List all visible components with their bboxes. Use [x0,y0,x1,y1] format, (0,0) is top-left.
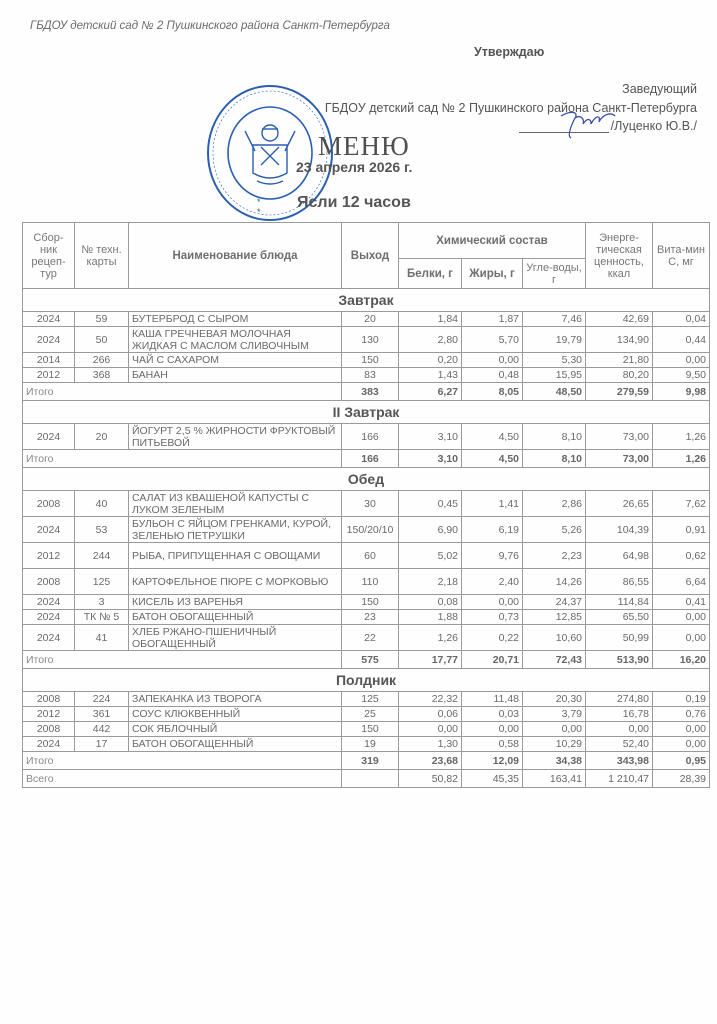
energy-cell: 16,78 [586,707,653,722]
total-proteins: 23,68 [399,752,462,770]
yield-cell: 150/20/10 [342,517,399,543]
dish-name-cell: КАРТОФЕЛЬНОЕ ПЮРЕ С МОРКОВЬЮ [129,569,342,595]
svg-text:*: * [257,197,261,207]
fats-cell: 0,03 [462,707,523,722]
table-row [23,610,710,625]
head-signature-line [519,119,697,133]
total-row [23,651,710,669]
table-row [23,595,710,610]
carbs-cell: 15,95 [523,368,586,383]
dish-name-cell: СОУС КЛЮКВЕННЫЙ [129,707,342,722]
dish-name-cell: КАША ГРЕЧНЕВАЯ МОЛОЧНАЯ ЖИДКАЯ С МАСЛОМ СЛИВОЧНЫМ [129,327,342,353]
collection-cell: 2024 [23,327,75,353]
collection-cell: 2024 [23,625,75,651]
header-chem-group: Химический состав [399,223,586,259]
total-fats: 4,50 [462,450,523,468]
total-energy: 279,59 [586,383,653,401]
energy-cell: 114,84 [586,595,653,610]
collection-cell: 2008 [23,722,75,737]
header-proteins: Белки, г [399,259,462,289]
grand-total-energy: 1 210,47 [586,770,653,788]
yield-cell: 130 [342,327,399,353]
menu-table [22,222,710,788]
total-row [23,450,710,468]
carbs-cell: 2,86 [523,491,586,517]
proteins-cell: 0,08 [399,595,462,610]
total-proteins: 17,77 [399,651,462,669]
proteins-cell: 1,43 [399,368,462,383]
carbs-cell: 19,79 [523,327,586,353]
collection-cell: 2008 [23,692,75,707]
dish-name-cell: РЫБА, ПРИПУЩЕННАЯ С ОВОЩАМИ [129,543,342,569]
total-vitc: 9,98 [653,383,710,401]
header-vitamin-c: Вита-мин С, мг [653,223,710,289]
carbs-cell: 24,37 [523,595,586,610]
vitc-cell: 6,64 [653,569,710,595]
table-row [23,353,710,368]
vitc-cell: 0,76 [653,707,710,722]
head-organization: ГБДОУ детский сад № 2 Пушкинского района Санкт-Петербурга [324,101,697,115]
yield-cell: 23 [342,610,399,625]
card-cell: 442 [75,722,129,737]
total-carbs: 8,10 [523,450,586,468]
table-row [23,737,710,752]
proteins-cell: 1,84 [399,312,462,327]
total-carbs: 72,43 [523,651,586,669]
carbs-cell: 10,60 [523,625,586,651]
table-row [23,707,710,722]
approve-label: Утверждаю [474,45,545,59]
proteins-cell: 22,32 [399,692,462,707]
collection-cell: 2012 [23,543,75,569]
collection-cell: 2008 [23,491,75,517]
proteins-cell: 3,10 [399,424,462,450]
table-row [23,424,710,450]
table-row [23,722,710,737]
total-energy: 343,98 [586,752,653,770]
energy-cell: 104,39 [586,517,653,543]
card-cell: 224 [75,692,129,707]
yield-cell: 30 [342,491,399,517]
card-cell: 53 [75,517,129,543]
total-label: Итого [23,651,342,669]
energy-cell: 134,90 [586,327,653,353]
collection-cell: 2012 [23,707,75,722]
proteins-cell: 0,00 [399,722,462,737]
fats-cell: 0,00 [462,353,523,368]
energy-cell: 65,50 [586,610,653,625]
proteins-cell: 6,90 [399,517,462,543]
total-yield: 319 [342,752,399,770]
proteins-cell: 5,02 [399,543,462,569]
carbs-cell: 10,29 [523,737,586,752]
yield-cell: 22 [342,625,399,651]
card-cell: 244 [75,543,129,569]
collection-cell: 2008 [23,569,75,595]
collection-cell: 2024 [23,424,75,450]
dish-name-cell: БАТОН ОБОГАЩЕННЫЙ [129,610,342,625]
collection-cell: 2024 [23,737,75,752]
fats-cell: 0,58 [462,737,523,752]
dish-name-cell: БУТЕРБРОД С СЫРОМ [129,312,342,327]
fats-cell: 0,22 [462,625,523,651]
total-fats: 20,71 [462,651,523,669]
total-carbs: 34,38 [523,752,586,770]
header-collection: Сбор-ник рецеп-тур [23,223,75,289]
energy-cell: 0,00 [586,722,653,737]
yield-cell: 19 [342,737,399,752]
card-cell: 3 [75,595,129,610]
carbs-cell: 0,00 [523,722,586,737]
collection-cell: 2024 [23,595,75,610]
total-energy: 513,90 [586,651,653,669]
section-title: II Завтрак [23,401,710,424]
grand-total-row [23,770,710,788]
dish-name-cell: ЧАЙ С САХАРОМ [129,353,342,368]
proteins-cell: 1,26 [399,625,462,651]
vitc-cell: 0,00 [653,737,710,752]
fats-cell: 6,19 [462,517,523,543]
dish-name-cell: КИСЕЛЬ ИЗ ВАРЕНЬЯ [129,595,342,610]
header-yield: Выход [342,223,399,289]
card-cell: 59 [75,312,129,327]
vitc-cell: 0,00 [653,722,710,737]
card-cell: 125 [75,569,129,595]
table-row [23,517,710,543]
vitc-cell: 0,00 [653,625,710,651]
collection-cell: 2014 [23,353,75,368]
yield-cell: 166 [342,424,399,450]
header-tech-card: № техн. карты [75,223,129,289]
energy-cell: 64,98 [586,543,653,569]
table-row [23,625,710,651]
dish-name-cell: СОК ЯБЛОЧНЫЙ [129,722,342,737]
grand-total-proteins: 50,82 [399,770,462,788]
vitc-cell: 0,19 [653,692,710,707]
proteins-cell: 2,18 [399,569,462,595]
collection-cell: 2024 [23,610,75,625]
energy-cell: 274,80 [586,692,653,707]
total-yield: 575 [342,651,399,669]
total-proteins: 3,10 [399,450,462,468]
page-title: МЕНЮ [318,131,410,161]
signature-icon [557,106,617,140]
energy-cell: 26,65 [586,491,653,517]
header-energy: Энерге-тическая ценность, ккал [586,223,653,289]
carbs-cell: 5,30 [523,353,586,368]
total-yield: 383 [342,383,399,401]
table-row [23,368,710,383]
vitc-cell: 0,41 [653,595,710,610]
carbs-cell: 2,23 [523,543,586,569]
header-dish-name: Наименование блюда [129,223,342,289]
energy-cell: 73,00 [586,424,653,450]
organization-header: ГБДОУ детский сад № 2 Пушкинского района Санкт-Петербурга [30,20,390,32]
vitc-cell: 0,00 [653,610,710,625]
card-cell: 20 [75,424,129,450]
header-fats: Жиры, г [462,259,523,289]
energy-cell: 42,69 [586,312,653,327]
head-name: /Луценко Ю.В./ [610,119,697,133]
dish-name-cell: ЗАПЕКАНКА ИЗ ТВОРОГА [129,692,342,707]
energy-cell: 21,80 [586,353,653,368]
yield-cell: 150 [342,353,399,368]
table-row [23,543,710,569]
carbs-cell: 20,30 [523,692,586,707]
table-row [23,327,710,353]
section-title: Полдник [23,669,710,692]
dish-name-cell: БУЛЬОН С ЯЙЦОМ ГРЕНКАМИ, КУРОЙ, ЗЕЛЕНЬЮ ПЕТРУШКИ [129,517,342,543]
vitc-cell: 1,26 [653,424,710,450]
yield-cell: 20 [342,312,399,327]
yield-cell: 150 [342,595,399,610]
carbs-cell: 5,26 [523,517,586,543]
total-vitc: 0,95 [653,752,710,770]
fats-cell: 11,48 [462,692,523,707]
carbs-cell: 12,85 [523,610,586,625]
carbs-cell: 3,79 [523,707,586,722]
vitc-cell: 0,44 [653,327,710,353]
yield-cell: 125 [342,692,399,707]
fats-cell: 0,73 [462,610,523,625]
table-row [23,692,710,707]
menu-group: Ясли 12 часов [297,194,411,211]
total-label: Итого [23,752,342,770]
header-carbs: Угле-воды, г [523,259,586,289]
total-row [23,383,710,401]
yield-cell: 25 [342,707,399,722]
total-label: Итого [23,383,342,401]
dish-name-cell: БАТОН ОБОГАЩЕННЫЙ [129,737,342,752]
energy-cell: 80,20 [586,368,653,383]
table-row [23,491,710,517]
total-vitc: 1,26 [653,450,710,468]
total-proteins: 6,27 [399,383,462,401]
proteins-cell: 2,80 [399,327,462,353]
grand-total-yield [342,770,399,788]
card-cell: 266 [75,353,129,368]
total-carbs: 48,50 [523,383,586,401]
table-row [23,569,710,595]
fats-cell: 1,87 [462,312,523,327]
vitc-cell: 0,91 [653,517,710,543]
dish-name-cell: БАНАН [129,368,342,383]
table-row [23,312,710,327]
card-cell: 50 [75,327,129,353]
fats-cell: 0,00 [462,722,523,737]
collection-cell: 2024 [23,517,75,543]
card-cell: 17 [75,737,129,752]
card-cell: 40 [75,491,129,517]
carbs-cell: 8,10 [523,424,586,450]
yield-cell: 150 [342,722,399,737]
card-cell: 368 [75,368,129,383]
grand-total-vitc: 28,39 [653,770,710,788]
vitc-cell: 0,04 [653,312,710,327]
vitc-cell: 7,62 [653,491,710,517]
energy-cell: 86,55 [586,569,653,595]
fats-cell: 0,00 [462,595,523,610]
dish-name-cell: ЙОГУРТ 2,5 % ЖИРНОСТИ ФРУКТОВЫЙ ПИТЬЕВОЙ [129,424,342,450]
fats-cell: 4,50 [462,424,523,450]
dish-name-cell: САЛАТ ИЗ КВАШЕНОЙ КАПУСТЫ С ЛУКОМ ЗЕЛЕНЫМ [129,491,342,517]
proteins-cell: 0,45 [399,491,462,517]
vitc-cell: 0,00 [653,353,710,368]
card-cell: 41 [75,625,129,651]
carbs-cell: 14,26 [523,569,586,595]
carbs-cell: 7,46 [523,312,586,327]
fats-cell: 5,70 [462,327,523,353]
grand-total-label: Всего [23,770,342,788]
total-yield: 166 [342,450,399,468]
yield-cell: 60 [342,543,399,569]
energy-cell: 50,99 [586,625,653,651]
dish-name-cell: ХЛЕБ РЖАНО-ПШЕНИЧНЫЙ ОБОГАЩЕННЫЙ [129,625,342,651]
total-vitc: 16,20 [653,651,710,669]
svg-text:*: * [257,207,261,217]
proteins-cell: 1,30 [399,737,462,752]
fats-cell: 0,48 [462,368,523,383]
fats-cell: 9,76 [462,543,523,569]
card-cell: 361 [75,707,129,722]
total-fats: 12,09 [462,752,523,770]
vitc-cell: 0,62 [653,543,710,569]
energy-cell: 52,40 [586,737,653,752]
yield-cell: 110 [342,569,399,595]
grand-total-fats: 45,35 [462,770,523,788]
vitc-cell: 9,50 [653,368,710,383]
proteins-cell: 0,20 [399,353,462,368]
grand-total-carbs: 163,41 [523,770,586,788]
head-position: Заведующий [622,82,697,96]
collection-cell: 2024 [23,312,75,327]
menu-date: 23 апреля 2026 г. [296,159,413,175]
fats-cell: 1,41 [462,491,523,517]
total-label: Итого [23,450,342,468]
proteins-cell: 0,06 [399,707,462,722]
yield-cell: 83 [342,368,399,383]
total-fats: 8,05 [462,383,523,401]
fats-cell: 2,40 [462,569,523,595]
signature-underline [519,120,609,133]
proteins-cell: 1,88 [399,610,462,625]
total-row [23,752,710,770]
total-energy: 73,00 [586,450,653,468]
section-title: Завтрак [23,289,710,312]
section-title: Обед [23,468,710,491]
card-cell: ТК № 5 [75,610,129,625]
collection-cell: 2012 [23,368,75,383]
